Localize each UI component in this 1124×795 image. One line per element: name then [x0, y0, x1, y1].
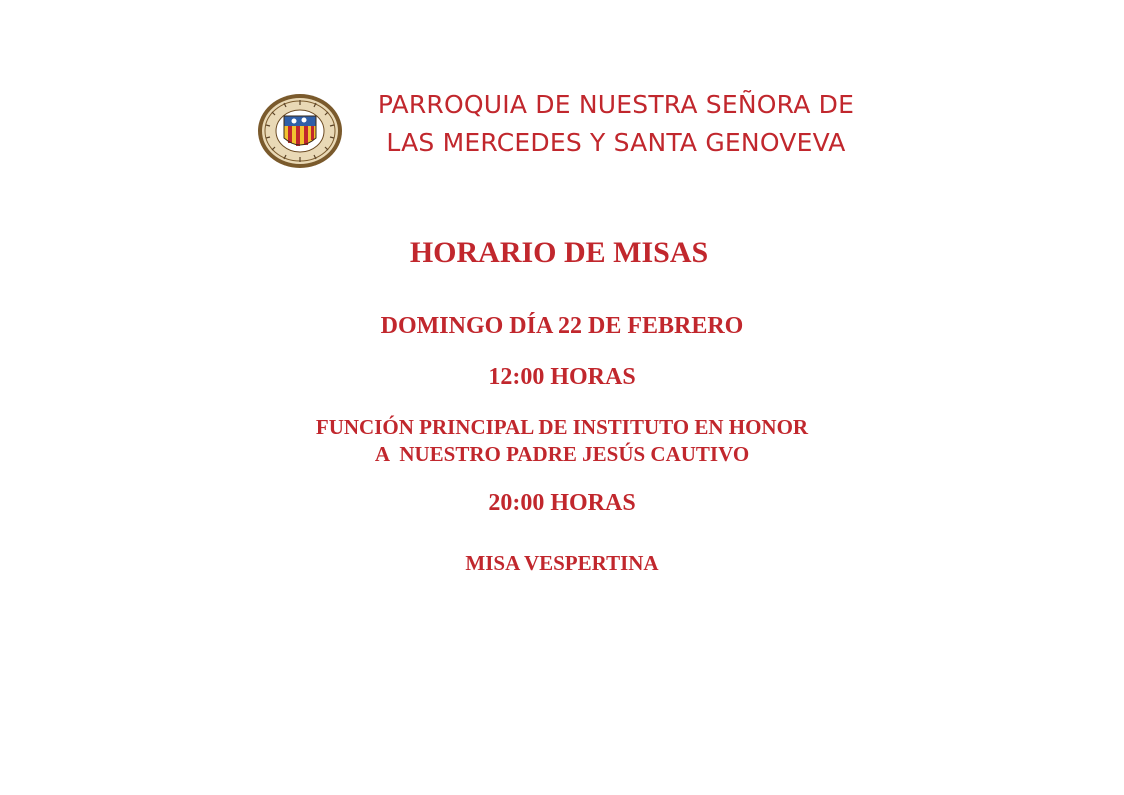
mass-time-2: 20:00 HORAS: [488, 490, 636, 516]
mass-description-1-line-2: A NUESTRO PADRE JESÚS CAUTIVO: [374, 442, 750, 466]
mass-description-2: MISA VESPERTINA: [465, 551, 659, 575]
parish-name-line-1: PARROQUIA DE NUESTRA SEÑORA DE: [377, 90, 855, 119]
schedule-title: HORARIO DE MISAS: [409, 236, 709, 269]
parish-name-line-2: LAS MERCEDES Y SANTA GENOVEVA: [386, 128, 846, 157]
mass-time-1: 12:00 HORAS: [488, 364, 636, 390]
schedule-date: DOMINGO DÍA 22 DE FEBRERO: [380, 313, 744, 339]
mass-description-1: [0, 414, 1124, 468]
parish-seal-icon: [256, 92, 344, 170]
parish-name: [356, 86, 876, 162]
mass-description-1-line-1: FUNCIÓN PRINCIPAL DE INSTITUTO EN HONOR: [315, 415, 809, 439]
